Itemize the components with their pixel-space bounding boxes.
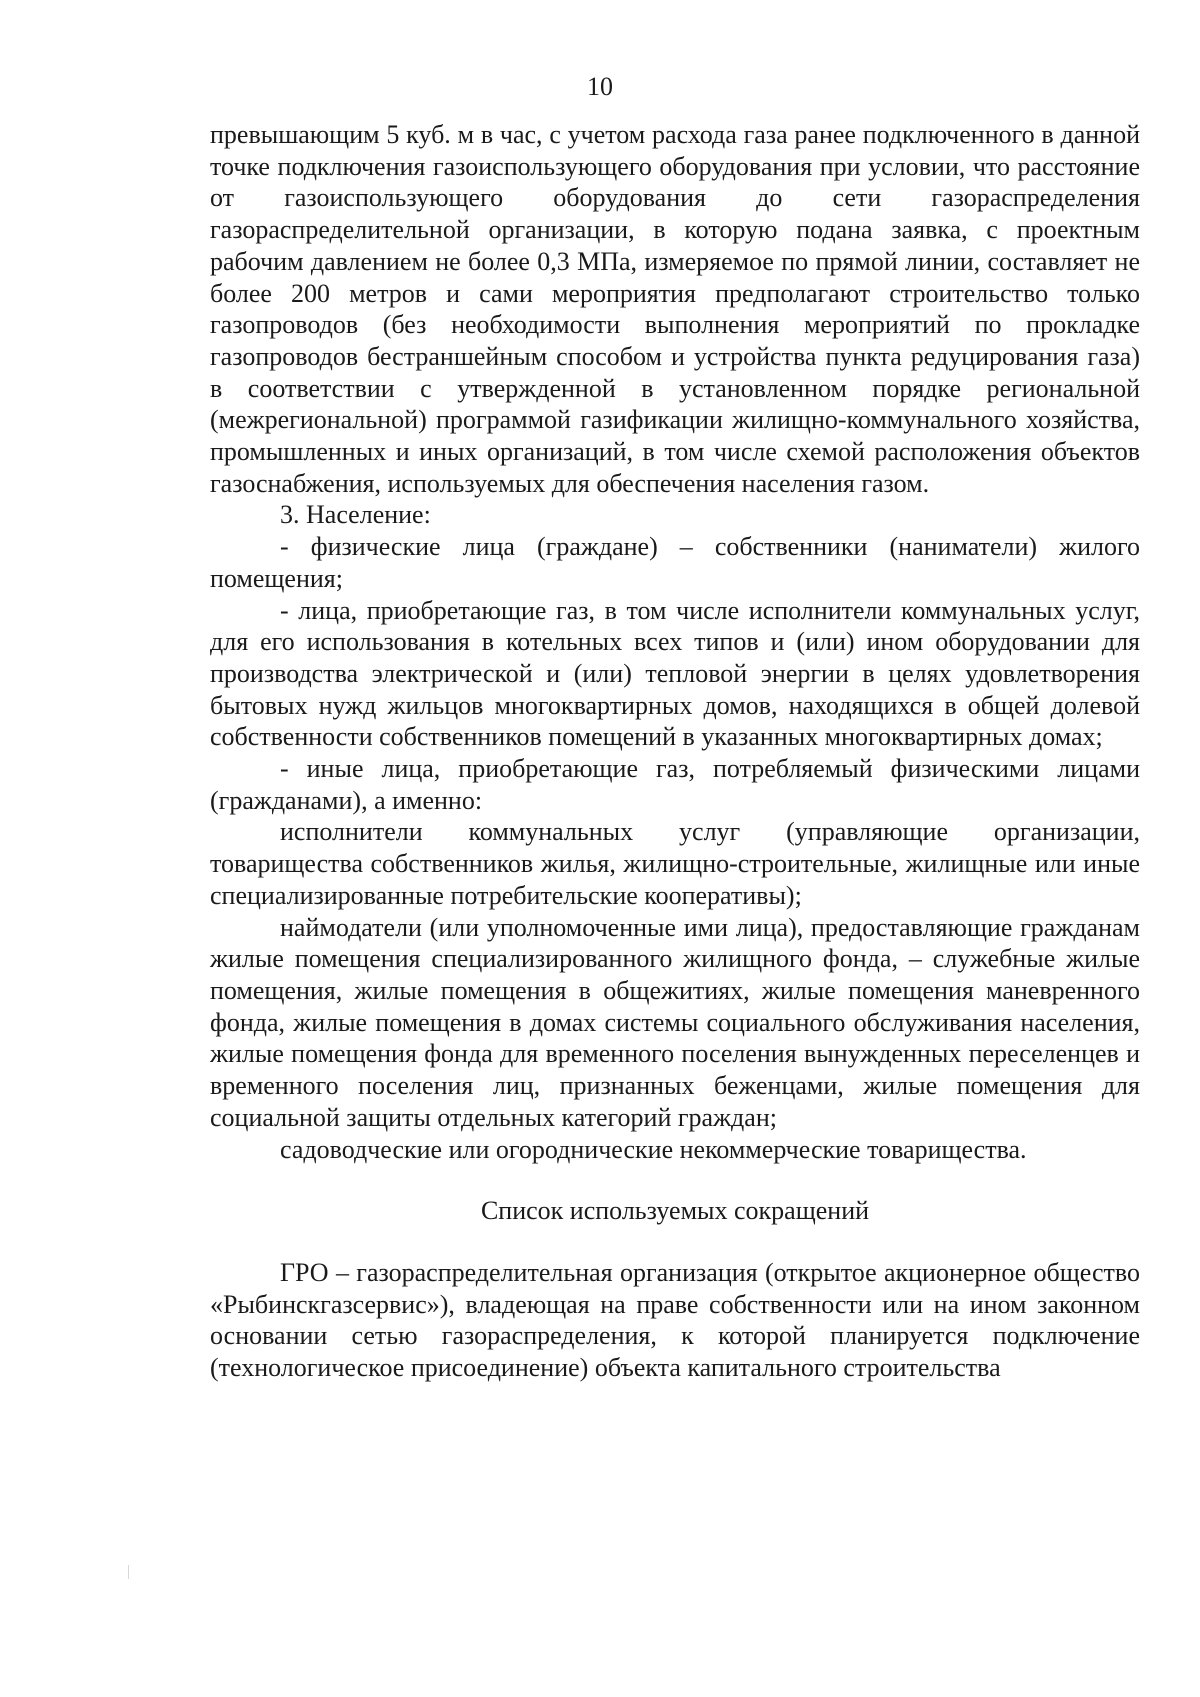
paragraph-population-heading: 3. Население: <box>280 500 431 530</box>
document-body <box>210 119 1140 1384</box>
paragraph-individuals: - физические лица (граждане) – собственники (наниматели) жилого помещения; <box>210 532 1140 593</box>
abbreviation-gro: ГРО – газораспределительная организация (открытое акционерное общество «Рыбинскгазсервис»), владеющая на праве собственности или на ином законном основании сетью газораспределения, к которой планируется подключение (технологическое присоединение) объекта капитального строительства <box>210 1257 1140 1383</box>
paragraph-landlords: наймодатели (или уполномоченные ими лица), предоставляющие гражданам жилые помещения специализированного жилищного фонда, – служебные жилые помещения, жилые помещения в общежитиях, жилые помещения маневренного фонда, жилые помещения в домах системы социального обслуживания населения, жилые помещения фонда для временного поселения вынужденных переселенцев и временного поселения лиц, признанных беженцами, жилые помещения для социальной защиты отдельных категорий граждан; <box>210 912 1140 1132</box>
abbreviations-heading: Список используемых сокращений <box>480 1196 870 1226</box>
paragraph-utility-providers: исполнители коммунальных услуг (управляющие организации, товарищества собственников жилья, жилищно-строительные, жилищные или иные специализированные потребительские кооперативы); <box>210 817 1140 910</box>
paragraph-gas-connection-conditions: превышающим 5 куб. м в час, с учетом расхода газа ранее подключенного в данной точке подключения газоиспользующего оборудования при условии, что расстояние от газоиспользующего оборудования до сети газораспределения газораспределительной организации, в которую подана заявка, с проектным рабочим давлением не более 0,3 МПа, измеряемое по прямой линии, составляет не более 200 метров и сами мероприятия предполагают строительство только газопроводов (без необходимости выполнения мероприятий по прокладке газопроводов бестраншейным способом и устройства пункта редуцирования газа) в соответствии с утвержденной в установленном порядке региональной (межрегиональной) программой газификации жилищно-коммунального хозяйства, промышленных и иных организаций, в том числе схемой расположения объектов газоснабжения, используемых для обеспечения населения газом. <box>210 120 1140 498</box>
paragraph-gas-buyers-boilers: - лица, приобретающие газ, в том числе исполнители коммунальных услуг, для его использования в котельных всех типов и (или) ином оборудовании для производства электрической и (или) тепловой энергии в целях удовлетворения бытовых нужд жильцов многоквартирных домов, находящихся в общей долевой собственности собственников помещений в указанных многоквартирных домах; <box>210 595 1140 752</box>
page-number: 10 <box>587 72 613 101</box>
paragraph-garden-partnerships: садоводческие или огороднические некоммерческие товарищества. <box>280 1134 1027 1164</box>
scan-margin-mark <box>128 1565 129 1579</box>
paragraph-other-gas-buyers: - иные лица, приобретающие газ, потребляемый физическими лицами (гражданами), а именно: <box>210 754 1140 815</box>
